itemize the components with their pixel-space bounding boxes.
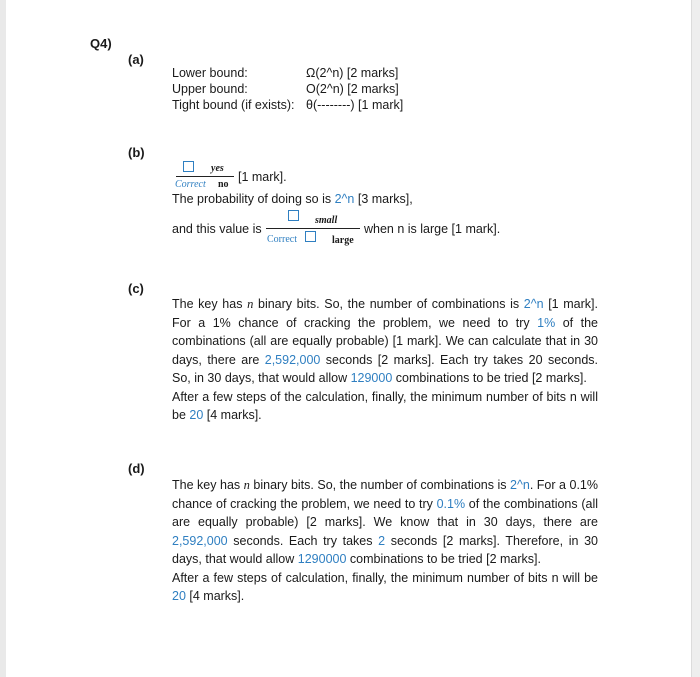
answer-box-icon xyxy=(183,161,194,172)
question-label: Q4) xyxy=(90,36,112,51)
part-a-label: (a) xyxy=(128,52,144,67)
fraction1-marks: [1 mark]. xyxy=(238,170,287,184)
fraction2-numerator: small xyxy=(315,215,338,226)
fraction1-numerator: yes xyxy=(211,163,224,174)
part-b-label: (b) xyxy=(128,145,145,160)
probability-line: The probability of doing so is 2^n [3 marks], xyxy=(172,192,413,206)
lower-bound-value: Ω(2^n) [2 marks] xyxy=(306,66,399,80)
fraction2-bar xyxy=(266,228,360,229)
fraction1-bar xyxy=(176,176,234,177)
answer-box-icon xyxy=(305,231,316,242)
value-suffix: when n is large [1 mark]. xyxy=(364,222,501,236)
upper-bound-value: O(2^n) [2 marks] xyxy=(306,82,399,96)
page-right-edge xyxy=(691,0,700,677)
part-d-answer: The key has n binary bits. So, the number of combinations is 2^n. For a 0.1% chance of cracking the problem, we need to try 0.1% of the combinations (all are equally probable) [2 marks]. We know that in 30 days, there are 2,592,000 seconds. Each try takes 2 seconds [2 marks]. Therefore, in 30 days, that would allow 1290000 combinations to be tried [2 marks]. After a few steps of calculation, finally, the minimum number of bits n will be 20 [4 marks]. xyxy=(172,478,598,603)
part-d-label: (d) xyxy=(128,461,145,476)
value-prefix: and this value is xyxy=(172,222,262,236)
probability-value: 2^n xyxy=(334,192,355,206)
tight-bound-label: Tight bound (if exists): xyxy=(172,98,295,112)
upper-bound-label: Upper bound: xyxy=(172,82,248,96)
part-c-answer: The key has n binary bits. So, the number of combinations is 2^n [1 mark]. For a 1% chance of cracking the problem, we need to try 1% of the combinations (all are equally probable) [1 mark]. We can calculate that in 30 days, there are 2,592,000 seconds [2 marks]. Each try takes 20 seconds. So, in 30 days, that would allow 129000 combinations to be tried [2 marks]. After a few steps of the calculation, finally, the minimum number of bits n will be 20 [4 marks]. xyxy=(172,297,598,422)
fraction2-correct: Correct xyxy=(267,234,297,245)
fraction1-correct: Correct xyxy=(175,179,206,190)
page-left-edge xyxy=(0,0,6,677)
part-c-label: (c) xyxy=(128,281,144,296)
tight-bound-value: θ(--------) [1 mark] xyxy=(306,98,404,112)
fraction2-denominator: large xyxy=(332,235,354,246)
answer-box-icon xyxy=(288,210,299,221)
fraction1-denominator: no xyxy=(218,179,229,190)
lower-bound-label: Lower bound: xyxy=(172,66,248,80)
